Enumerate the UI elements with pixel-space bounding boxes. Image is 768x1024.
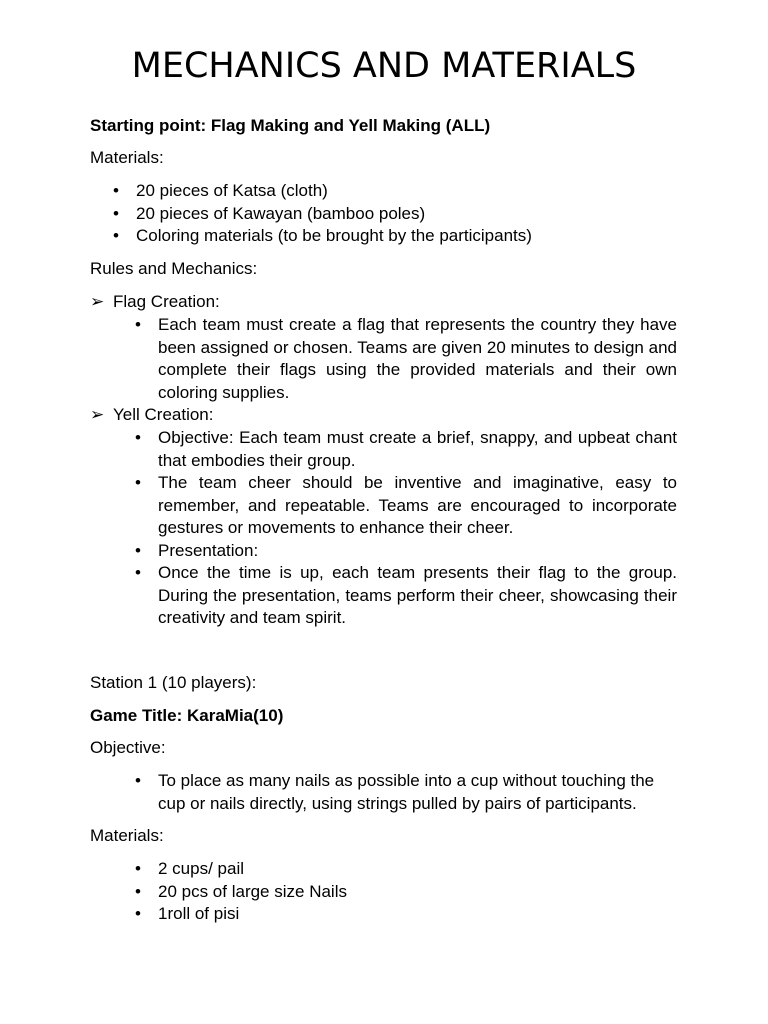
list-item: • 1roll of pisi [135,903,680,926]
materials-label: Materials: [90,148,164,167]
list-item: • To place as many nails as possible into a cup without touching the cup or nails directly, using strings pulled by pairs of participants. [135,770,680,815]
rules-label: Rules and Mechanics: [90,259,258,278]
list-item: • 20 pieces of Kawayan (bamboo poles) [113,203,673,226]
yell-creation-heading [90,404,680,427]
station1-materials-list [135,858,680,926]
list-item: • Once the time is up, each team presents their flag to the group. During the presentation, teams perform their cheer, showcasing their creativity and team spirit. [135,562,677,630]
game-title: Game Title: KaraMia(10) [90,706,284,725]
list-item: • 20 pcs of large size Nails [135,881,680,904]
starting-point-heading: Starting point: Flag Making and Yell Making (ALL) [90,116,491,135]
flag-creation-heading [90,291,680,314]
objective-label: Objective: [90,738,166,757]
station1-materials-label: Materials: [90,826,164,845]
flag-creation-list [135,314,677,404]
arrow-bullet-icon: ➢ [90,292,105,311]
list-item: • The team cheer should be inventive and imaginative, easy to remember, and repeatable. Teams are encouraged to incorporate gestures or movements to enhance their cheer. [135,472,677,540]
flag-creation-label: Flag Creation: [113,292,220,311]
arrow-bullet-icon: ➢ [90,405,105,424]
list-item: • Coloring materials (to be brought by the participants) [113,225,673,248]
list-item: • Presentation: [135,540,677,563]
list-item: • Each team must create a flag that represents the country they have been assigned or chosen. Teams are given 20 minutes to design and complete their flags using the provided materials and their own coloring supplies. [135,314,677,404]
page-title: MECHANICS AND MATERIALS [131,46,637,86]
objective-list [135,770,680,815]
list-item: • 20 pieces of Katsa (cloth) [113,180,673,203]
list-item: • Objective: Each team must create a brief, snappy, and upbeat chant that embodies their group. [135,427,677,472]
yell-creation-list [135,427,677,630]
list-item: • 2 cups/ pail [135,858,680,881]
materials-list [113,180,673,248]
yell-creation-label: Yell Creation: [113,405,214,424]
station1-label: Station 1 (10 players): [90,673,257,692]
